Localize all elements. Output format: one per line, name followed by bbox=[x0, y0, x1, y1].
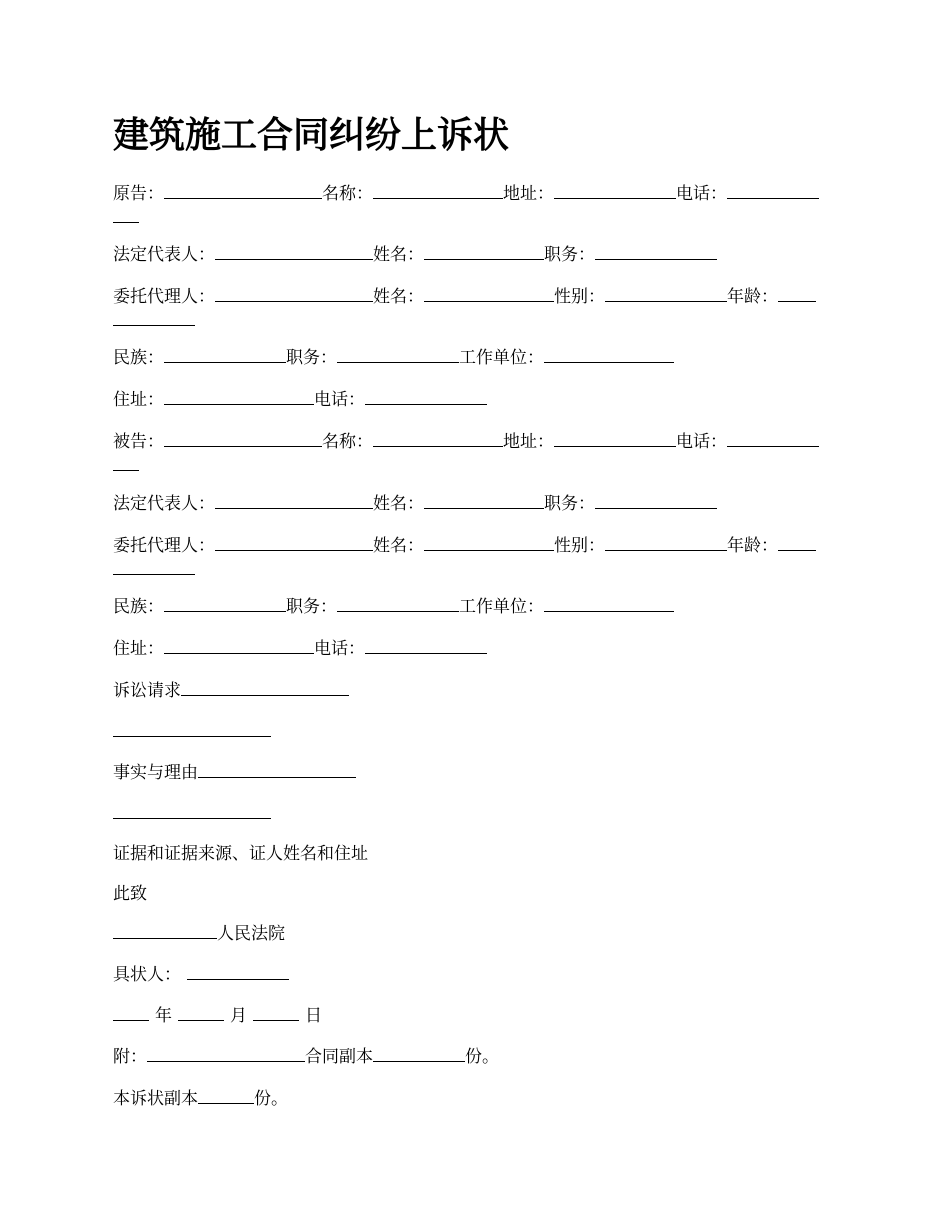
residence-blank[interactable] bbox=[164, 386, 314, 405]
day-blank[interactable] bbox=[253, 1002, 299, 1021]
court-blank[interactable] bbox=[113, 920, 217, 939]
agent-name-label: 姓名： bbox=[373, 287, 424, 307]
d-legal-rep-label: 法定代表人： bbox=[113, 494, 215, 514]
plaintiff-phone-blank-2[interactable] bbox=[113, 204, 139, 223]
facts-label: 事实与理由 bbox=[113, 763, 198, 783]
d-agent-age-blank[interactable] bbox=[778, 532, 816, 551]
defendant-address-label: 地址： bbox=[503, 432, 554, 452]
d-rep-name-blank[interactable] bbox=[424, 490, 544, 509]
legal-rep-label: 法定代表人： bbox=[113, 245, 215, 265]
workplace-blank[interactable] bbox=[544, 344, 674, 363]
d-position-label: 职务： bbox=[286, 597, 337, 617]
to-row bbox=[113, 880, 841, 908]
defendant-ethnicity-row bbox=[113, 593, 841, 621]
court-row bbox=[113, 920, 841, 948]
copies-unit2-label: 份。 bbox=[254, 1089, 288, 1109]
contract-copies-label: 合同副本 bbox=[305, 1047, 373, 1067]
ethnicity-blank[interactable] bbox=[164, 344, 286, 363]
facts-row bbox=[113, 759, 841, 787]
d-rep-name-label: 姓名： bbox=[373, 494, 424, 514]
court-label: 人民法院 bbox=[217, 924, 285, 944]
year-blank[interactable] bbox=[113, 1002, 149, 1021]
d-legal-rep-blank[interactable] bbox=[215, 490, 373, 509]
plaintiff-name-label: 名称： bbox=[322, 184, 373, 204]
d-ethnicity-blank[interactable] bbox=[164, 593, 286, 612]
d-agent-name-label: 姓名： bbox=[373, 536, 424, 556]
agent-label: 委托代理人： bbox=[113, 287, 215, 307]
sign-blank[interactable] bbox=[187, 961, 289, 980]
defendant-row bbox=[113, 428, 841, 456]
facts-blank-2[interactable] bbox=[113, 800, 271, 819]
claims-label: 诉讼请求 bbox=[113, 681, 181, 701]
plaintiff-phone-label: 电话： bbox=[676, 184, 727, 204]
evidence-label: 证据和证据来源、证人姓名和住址 bbox=[113, 844, 368, 864]
date-row bbox=[113, 1002, 841, 1030]
complaint-copies-blank[interactable] bbox=[198, 1085, 254, 1104]
defendant-label: 被告： bbox=[113, 432, 164, 452]
d-rep-position-label: 职务： bbox=[544, 494, 595, 514]
copies-unit-label: 份。 bbox=[465, 1047, 499, 1067]
plaintiff-phone-blank-cont bbox=[113, 204, 139, 232]
defendant-name-label: 名称： bbox=[322, 432, 373, 452]
defendant-name-blank[interactable] bbox=[373, 428, 503, 447]
rep-position-label: 职务： bbox=[544, 245, 595, 265]
residence-phone-label: 电话： bbox=[314, 390, 365, 410]
d-agent-name-blank[interactable] bbox=[424, 532, 554, 551]
d-residence-phone-blank[interactable] bbox=[365, 635, 487, 654]
position-label: 职务： bbox=[286, 348, 337, 368]
year-label: 年 bbox=[155, 1006, 172, 1026]
plaintiff-residence-row bbox=[113, 386, 841, 414]
agent-gender-blank[interactable] bbox=[605, 283, 727, 302]
defendant-residence-row bbox=[113, 635, 841, 663]
plaintiff-blank[interactable] bbox=[164, 180, 322, 199]
defendant-blank[interactable] bbox=[164, 428, 322, 447]
complaint-copies-label: 本诉状副本 bbox=[113, 1089, 198, 1109]
attach-label: 附： bbox=[113, 1047, 147, 1067]
claims-blank-row bbox=[113, 718, 841, 746]
ethnicity-label: 民族： bbox=[113, 348, 164, 368]
plaintiff-label: 原告： bbox=[113, 184, 164, 204]
sign-label: 具状人： bbox=[113, 965, 181, 985]
d-agent-age-blank-2[interactable] bbox=[113, 556, 195, 575]
complaint-copies-row bbox=[113, 1085, 841, 1113]
d-rep-position-blank[interactable] bbox=[595, 490, 717, 509]
attach-row bbox=[113, 1043, 841, 1071]
defendant-legal-rep-row bbox=[113, 490, 841, 518]
month-blank[interactable] bbox=[178, 1002, 224, 1021]
residence-phone-blank[interactable] bbox=[365, 386, 487, 405]
d-agent-label: 委托代理人： bbox=[113, 536, 215, 556]
plaintiff-legal-rep-row bbox=[113, 241, 841, 269]
plaintiff-agent-row bbox=[113, 283, 841, 311]
agent-name-blank[interactable] bbox=[424, 283, 554, 302]
workplace-label: 工作单位： bbox=[459, 348, 544, 368]
d-ethnicity-label: 民族： bbox=[113, 597, 164, 617]
agent-blank[interactable] bbox=[215, 283, 373, 302]
position-blank[interactable] bbox=[337, 344, 459, 363]
plaintiff-phone-blank[interactable] bbox=[727, 180, 819, 199]
d-workplace-blank[interactable] bbox=[544, 593, 674, 612]
contract-copies-blank[interactable] bbox=[373, 1043, 465, 1062]
d-agent-age-label: 年龄： bbox=[727, 536, 778, 556]
plaintiff-address-blank[interactable] bbox=[554, 180, 676, 199]
agent-age-blank-cont bbox=[113, 307, 195, 335]
agent-age-blank[interactable] bbox=[778, 283, 816, 302]
agent-age-label: 年龄： bbox=[727, 287, 778, 307]
defendant-agent-row bbox=[113, 532, 841, 560]
rep-name-blank[interactable] bbox=[424, 241, 544, 260]
d-agent-gender-label: 性别： bbox=[554, 536, 605, 556]
plaintiff-row bbox=[113, 180, 841, 208]
rep-name-label: 姓名： bbox=[373, 245, 424, 265]
plaintiff-address-label: 地址： bbox=[503, 184, 554, 204]
d-agent-gender-blank[interactable] bbox=[605, 532, 727, 551]
legal-rep-blank[interactable] bbox=[215, 241, 373, 260]
plaintiff-ethnicity-row bbox=[113, 344, 841, 372]
defendant-address-blank[interactable] bbox=[554, 428, 676, 447]
to-label: 此致 bbox=[113, 884, 147, 904]
agent-gender-label: 性别： bbox=[554, 287, 605, 307]
d-workplace-label: 工作单位： bbox=[459, 597, 544, 617]
attach-blank[interactable] bbox=[147, 1043, 305, 1062]
evidence-row bbox=[113, 840, 841, 868]
agent-age-blank-2[interactable] bbox=[113, 307, 195, 326]
defendant-phone-blank-2[interactable] bbox=[113, 452, 139, 471]
d-agent-blank[interactable] bbox=[215, 532, 373, 551]
page-title: 建筑施工合同纠纷上诉状 bbox=[113, 115, 510, 156]
month-label: 月 bbox=[230, 1006, 247, 1026]
plaintiff-name-blank[interactable] bbox=[373, 180, 503, 199]
facts-blank[interactable] bbox=[198, 759, 356, 778]
claims-blank[interactable] bbox=[181, 677, 349, 696]
rep-position-blank[interactable] bbox=[595, 241, 717, 260]
d-position-blank[interactable] bbox=[337, 593, 459, 612]
d-residence-label: 住址： bbox=[113, 639, 164, 659]
d-residence-phone-label: 电话： bbox=[314, 639, 365, 659]
sign-row bbox=[113, 961, 841, 989]
d-residence-blank[interactable] bbox=[164, 635, 314, 654]
defendant-phone-blank-cont bbox=[113, 452, 139, 480]
d-agent-age-blank-cont bbox=[113, 556, 195, 584]
claims-row bbox=[113, 677, 841, 705]
facts-blank-row bbox=[113, 800, 841, 828]
defendant-phone-blank[interactable] bbox=[727, 428, 819, 447]
claims-blank-2[interactable] bbox=[113, 718, 271, 737]
day-label: 日 bbox=[305, 1006, 322, 1026]
residence-label: 住址： bbox=[113, 390, 164, 410]
defendant-phone-label: 电话： bbox=[676, 432, 727, 452]
